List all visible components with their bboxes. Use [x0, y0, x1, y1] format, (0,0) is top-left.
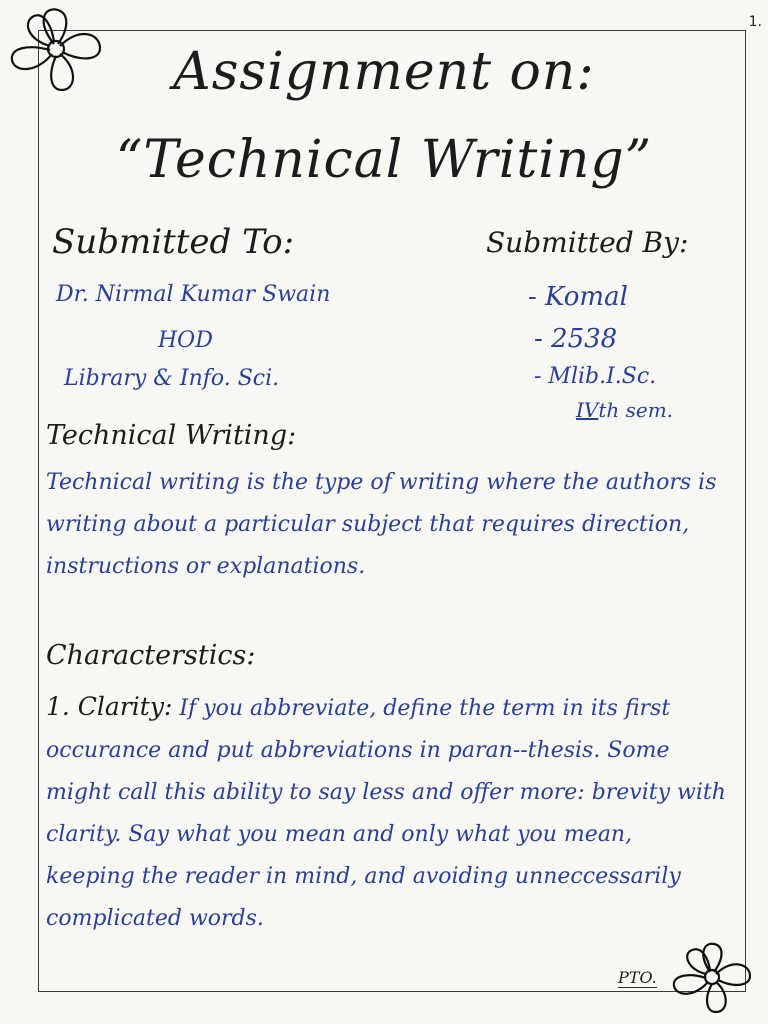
submitted-to-name: Dr. Nirmal Kumar Swain [56, 282, 331, 307]
submitted-to-role: HOD [158, 328, 213, 353]
submitted-by-course: - Mlib.I.Sc. [534, 364, 657, 389]
section-heading-technical-writing: Technical Writing: [46, 420, 297, 451]
submitted-by-roll: - 2538 [534, 324, 618, 354]
page-number: 1. [748, 14, 762, 30]
characteristic-label: 1. Clarity: [46, 692, 173, 721]
pto-footer: PTO. [618, 968, 657, 987]
section-body-technical-writing: Technical writing is the type of writing where the authors is writing about a particular subject that requires direction, instructions or explanations. [46, 470, 717, 579]
submitted-by-semester [576, 398, 673, 422]
characteristic-body: If you abbreviate, define the term in its first occurance and put abbreviations in paran--thesis. Some might call this ability to say less and offer more: brevity with clarity. Say what you mean and only what you mean, keeping the reader in mind, and avoiding unneccessarily complicated words. [46, 696, 726, 931]
semester-number: IV [576, 398, 599, 422]
characteristic-item-clarity [46, 686, 726, 940]
semester-suffix: th sem. [598, 398, 674, 422]
submitted-by-name: - Komal [528, 282, 628, 312]
submitted-by-heading: Submitted By: [486, 226, 689, 259]
submitted-to-heading: Submitted To: [52, 222, 295, 262]
flower-icon [668, 938, 756, 1018]
title-line-2: “Technical Writing” [115, 130, 653, 190]
title-line-1: Assignment on: [173, 42, 595, 102]
submitted-to-department: Library & Info. Sci. [64, 366, 280, 391]
section-heading-characteristics: Characterstics: [46, 640, 256, 671]
